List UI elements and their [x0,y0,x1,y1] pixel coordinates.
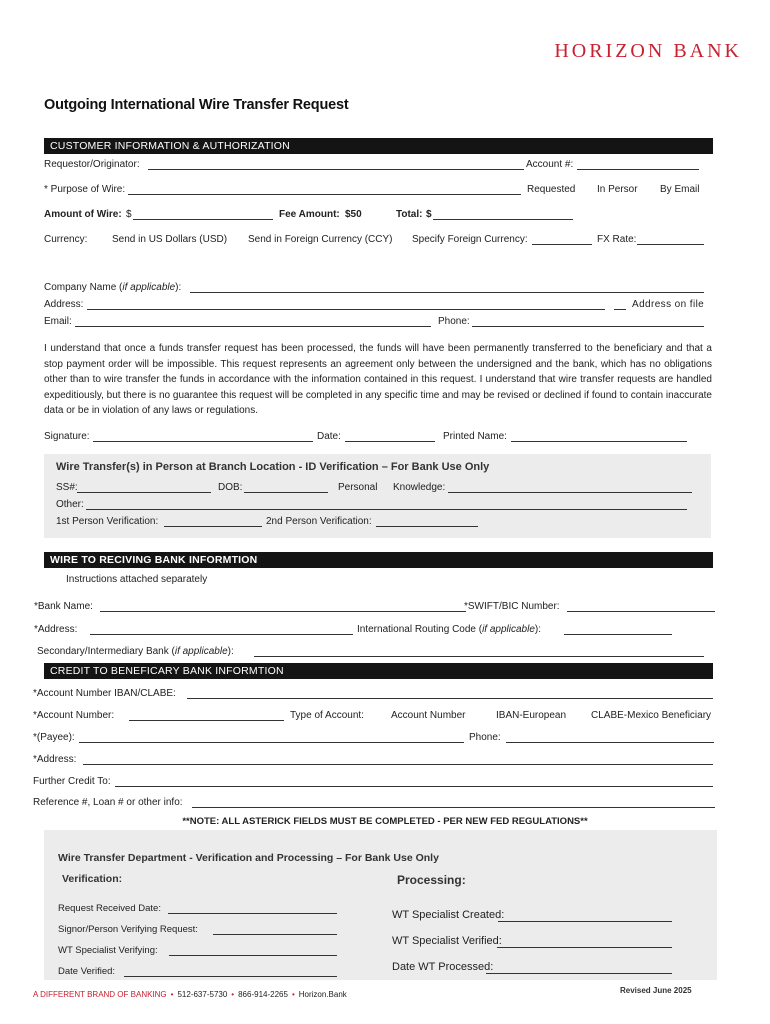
beneficiary-address-label: *Address: [33,754,77,765]
fee-value: $50 [345,209,362,220]
first-verification-label: 1st Person Verification: [56,516,159,527]
asterisk-note: **NOTE: ALL ASTERICK FIELDS MUST BE COMPLETED - PER NEW FED REGULATIONS** [182,816,588,827]
dob-field[interactable] [244,482,328,493]
signor-field[interactable] [213,924,337,935]
further-credit-field[interactable] [115,776,713,787]
wt-verified-label: WT Specialist Verified: [392,935,502,947]
beneficiary-header: CREDIT TO BENEFICARY BANK INFORMTION [44,663,713,679]
printed-name-field[interactable] [511,431,687,442]
intermediary-field[interactable] [254,646,704,657]
in-person-option[interactable]: In Persor [597,184,638,195]
requestor-field[interactable] [148,159,524,170]
ssn-label: SS#: [56,482,78,493]
payee-field[interactable] [79,732,464,743]
company-field[interactable] [190,282,704,293]
fx-rate-label: FX Rate: [597,234,637,245]
beneficiary-account-field[interactable] [129,710,284,721]
fee-label: Fee Amount: [279,209,340,220]
reference-field[interactable] [192,797,715,808]
account-type-option-clabe[interactable]: CLABE-Mexico Beneficiary [591,710,712,721]
request-received-label: Request Received Date: [58,903,161,914]
form-title: Outgoing International Wire Transfer Request [44,97,349,113]
total-field[interactable] [433,209,573,220]
signature-date-field[interactable] [345,431,435,442]
second-verification-field[interactable] [376,516,478,527]
specify-currency-label: Specify Foreign Currency: [412,234,528,245]
purpose-field[interactable] [128,184,521,195]
wt-verified-field[interactable] [497,937,672,948]
purpose-label: * Purpose of Wire: [44,184,126,195]
beneficiary-account-label: *Account Number: [33,710,115,721]
ssn-field[interactable] [77,482,211,493]
specify-currency-field[interactable] [532,234,592,245]
iban-field[interactable] [187,688,713,699]
phone-field[interactable] [472,316,704,327]
amount-field[interactable] [133,209,273,220]
by-email-option[interactable]: By Email [660,184,700,195]
amount-label: Amount of Wire: [44,209,122,220]
footer-phone-2: 866-914-2265 [238,990,288,999]
fx-rate-field[interactable] [637,234,704,245]
footer-website[interactable]: Horizon.Bank [298,990,347,999]
signature-date-label: Date: [317,431,341,442]
reference-label: Reference #, Loan # or other info: [33,797,183,808]
footer-bullet-icon: • [231,990,235,999]
revised-date: Revised June 2025 [620,986,692,995]
account-label: Account #: [526,159,574,170]
swift-label: *SWIFT/BIC Number: [464,601,560,612]
amount-prefix: $ [126,209,132,220]
payee-phone-label: Phone: [469,732,501,743]
footer-bullet-icon: • [291,990,295,999]
total-label: Total: [396,209,423,220]
email-label: Email: [44,316,72,327]
second-verification-label: 2nd Person Verification: [266,516,372,527]
footer-tagline: A DIFFERENT BRAND OF BANKING [33,990,167,999]
routing-field[interactable] [564,624,672,635]
footer [33,990,347,999]
company-label: Company Name (if applicable): [44,282,182,293]
processing-title: Wire Transfer Department - Verification and Processing – For Bank Use Only [58,852,439,864]
knowledge-field[interactable] [448,482,692,493]
request-received-field[interactable] [168,903,337,914]
swift-field[interactable] [567,601,715,612]
total-prefix: $ [426,209,432,220]
receiving-bank-header: WIRE TO RECIVING BANK INFORMTION [44,552,713,568]
address-on-file-checkbox[interactable] [614,299,626,310]
wt-created-field[interactable] [498,911,672,922]
signature-field[interactable] [93,431,313,442]
requestor-label: Requestor/Originator: [44,159,140,170]
bank-name-field[interactable] [100,601,466,612]
instructions-attached-label: Instructions attached separately [66,574,208,585]
bank-name-label: *Bank Name: [34,601,93,612]
further-credit-label: Further Credit To: [33,776,111,787]
id-verification-title: Wire Transfer(s) in Person at Branch Location - ID Verification – For Bank Use Only [56,461,490,473]
personal-label: Personal [338,482,378,493]
usd-option[interactable]: Send in US Dollars (USD) [112,234,228,245]
payee-label: *(Payee): [33,732,75,743]
first-verification-field[interactable] [164,516,262,527]
beneficiary-address-field[interactable] [83,754,713,765]
routing-label: International Routing Code (if applicable): [357,624,541,635]
address-label: Address: [44,299,84,310]
footer-phone-1: 512-637-5730 [177,990,228,999]
other-label: Other: [56,499,84,510]
printed-name-label: Printed Name: [443,431,507,442]
receiving-address-label: *Address: [34,624,78,635]
verification-heading: Verification: [62,873,123,885]
date-processed-label: Date WT Processed: [392,961,494,973]
footer-bullet-icon: • [170,990,174,999]
signor-label: Signor/Person Verifying Request: [58,924,198,935]
account-type-label: Type of Account: [290,710,364,721]
date-processed-field[interactable] [486,963,672,974]
payee-phone-field[interactable] [506,732,714,743]
address-field[interactable] [87,299,605,310]
wt-specialist-verifying-label: WT Specialist Verifying: [58,945,158,956]
iban-label: *Account Number IBAN/CLABE: [33,688,176,699]
currency-label: Currency: [44,234,88,245]
other-field[interactable] [86,499,687,510]
ccy-option[interactable]: Send in Foreign Currency (CCY) [248,234,393,245]
customer-section-header: CUSTOMER INFORMATION & AUTHORIZATION [44,138,713,154]
wt-specialist-verifying-field[interactable] [169,945,337,956]
date-verified-label: Date Verified: [58,966,116,977]
account-type-option-account[interactable]: Account Number [391,710,466,721]
phone-label: Phone: [438,316,470,327]
account-type-option-iban[interactable]: IBAN-European [496,710,567,721]
account-field[interactable] [577,159,699,170]
date-verified-field[interactable] [124,966,337,977]
requested-label: Requested [527,184,576,195]
dob-label: DOB: [218,482,243,493]
email-field[interactable] [75,316,431,327]
processing-heading: Processing: [397,873,466,887]
knowledge-label: Knowledge: [393,482,446,493]
address-on-file-label: Address on file [632,299,705,310]
brand-logo: HORIZON BANK [554,40,742,62]
wt-created-label: WT Specialist Created: [392,909,505,921]
authorization-text: I understand that once a funds transfer request has been processed, the funds will have been permanently transferred to the beneficiary and that a stop payment order will be impossible. This request represents an agreement only between the undersigned and the bank, which has no obligations other than to wire transfer the funds in accordance with the information contained in this request. I understand that wire transfer requests are handled expeditiously, but there is no guarantee this request will be completed in any specific time and may be revised or declined if found to contain inaccurate data or be in violation of any laws or regulations. [44,343,712,416]
intermediary-label: Secondary/Intermediary Bank (if applicable): [37,646,234,657]
receiving-address-field[interactable] [90,624,353,635]
signature-label: Signature: [44,431,90,442]
